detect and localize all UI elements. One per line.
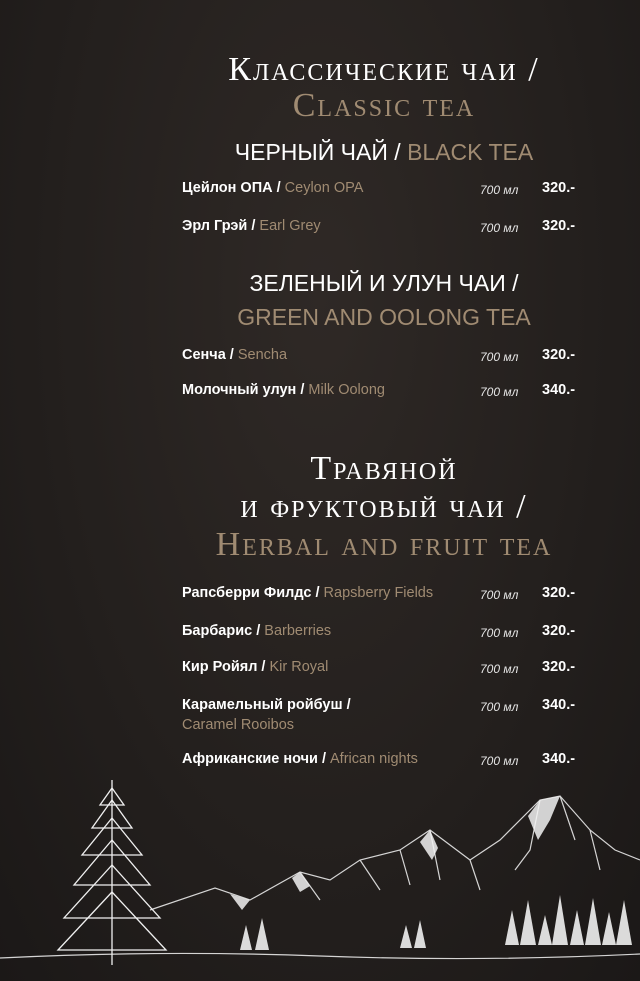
mountain-forest-illustration — [0, 760, 640, 981]
herbal-tea-heading — [0, 450, 640, 564]
item-price: 320.- — [542, 659, 576, 675]
item-price: 320.- — [542, 623, 576, 639]
herbal-tea-title-ru-1: Травяной — [310, 450, 458, 487]
item-price: 320.- — [542, 347, 576, 363]
item-name-en: Caramel Rooibos — [182, 717, 295, 733]
item-name-ru: Цейлон ОПА / — [182, 180, 281, 196]
menu-item-rapsberry-fields — [182, 583, 582, 603]
item-name-en: Barberries — [264, 623, 332, 639]
green-tea-heading — [0, 266, 640, 334]
item-name-ru: Молочный улун / — [182, 382, 305, 398]
item-price: 340.- — [542, 697, 576, 713]
herbal-tea-title-ru-2: и фруктовый чаи / — [240, 488, 528, 525]
item-name-ru: Карамельный ройбуш / — [182, 697, 351, 713]
green-tea-title-ru: ЗЕЛЕНЫЙ И УЛУН ЧАИ / — [249, 270, 519, 296]
item-name-en: Earl Grey — [259, 218, 321, 234]
item-price: 320.- — [542, 180, 576, 196]
menu-item-kir-royal — [182, 657, 582, 677]
item-name-ru: Африканские ночи / — [182, 751, 326, 767]
black-tea-title-en: BLACK TEA — [407, 139, 534, 165]
item-name-ru: Рапсберри Филдс / — [182, 585, 320, 601]
item-name-ru: Барбарис / — [182, 623, 261, 639]
menu-item-milk-oolong — [182, 380, 582, 400]
item-volume: 700 мл — [480, 183, 519, 197]
menu-item-ceylon-opa — [182, 178, 582, 198]
item-price: 320.- — [542, 218, 576, 234]
item-name-ru: Сенча / — [182, 347, 234, 363]
classic-tea-heading — [0, 52, 640, 124]
item-volume: 700 мл — [480, 385, 519, 399]
item-volume: 700 мл — [480, 700, 519, 714]
item-name-en: African nights — [330, 751, 418, 767]
item-volume: 700 мл — [480, 662, 519, 676]
item-volume: 700 мл — [480, 754, 519, 768]
black-tea-title-ru: ЧЕРНЫЙ ЧАЙ / — [234, 139, 401, 165]
menu-item-sencha — [182, 345, 582, 365]
item-price: 340.- — [542, 751, 576, 767]
item-name-ru: Кир Ройял / — [182, 659, 266, 675]
item-price: 320.- — [542, 585, 576, 601]
item-name-en: Kir Royal — [269, 659, 329, 675]
item-name-ru: Эрл Грэй / — [182, 218, 256, 234]
item-name-en: Ceylon OPA — [284, 180, 364, 196]
item-volume: 700 мл — [480, 626, 519, 640]
herbal-tea-title-en: Herbal and fruit tea — [215, 526, 553, 563]
item-name-en: Sencha — [237, 347, 288, 363]
black-tea-heading — [0, 135, 640, 169]
classic-tea-title-ru: Классические чаи / — [228, 51, 540, 88]
menu-item-caramel-rooibos — [182, 695, 582, 735]
menu-item-earl-grey — [182, 216, 582, 236]
item-volume: 700 мл — [480, 350, 519, 364]
item-volume: 700 мл — [480, 588, 519, 602]
menu-item-barberries — [182, 621, 582, 641]
item-name-en: Rapsberry Fields — [323, 585, 434, 601]
item-name-en: Milk Oolong — [308, 382, 385, 398]
item-price: 340.- — [542, 382, 576, 398]
classic-tea-title-en: Classic tea — [292, 87, 476, 124]
item-volume: 700 мл — [480, 221, 519, 235]
green-tea-title-en: GREEN AND OOLONG TEA — [237, 304, 531, 330]
